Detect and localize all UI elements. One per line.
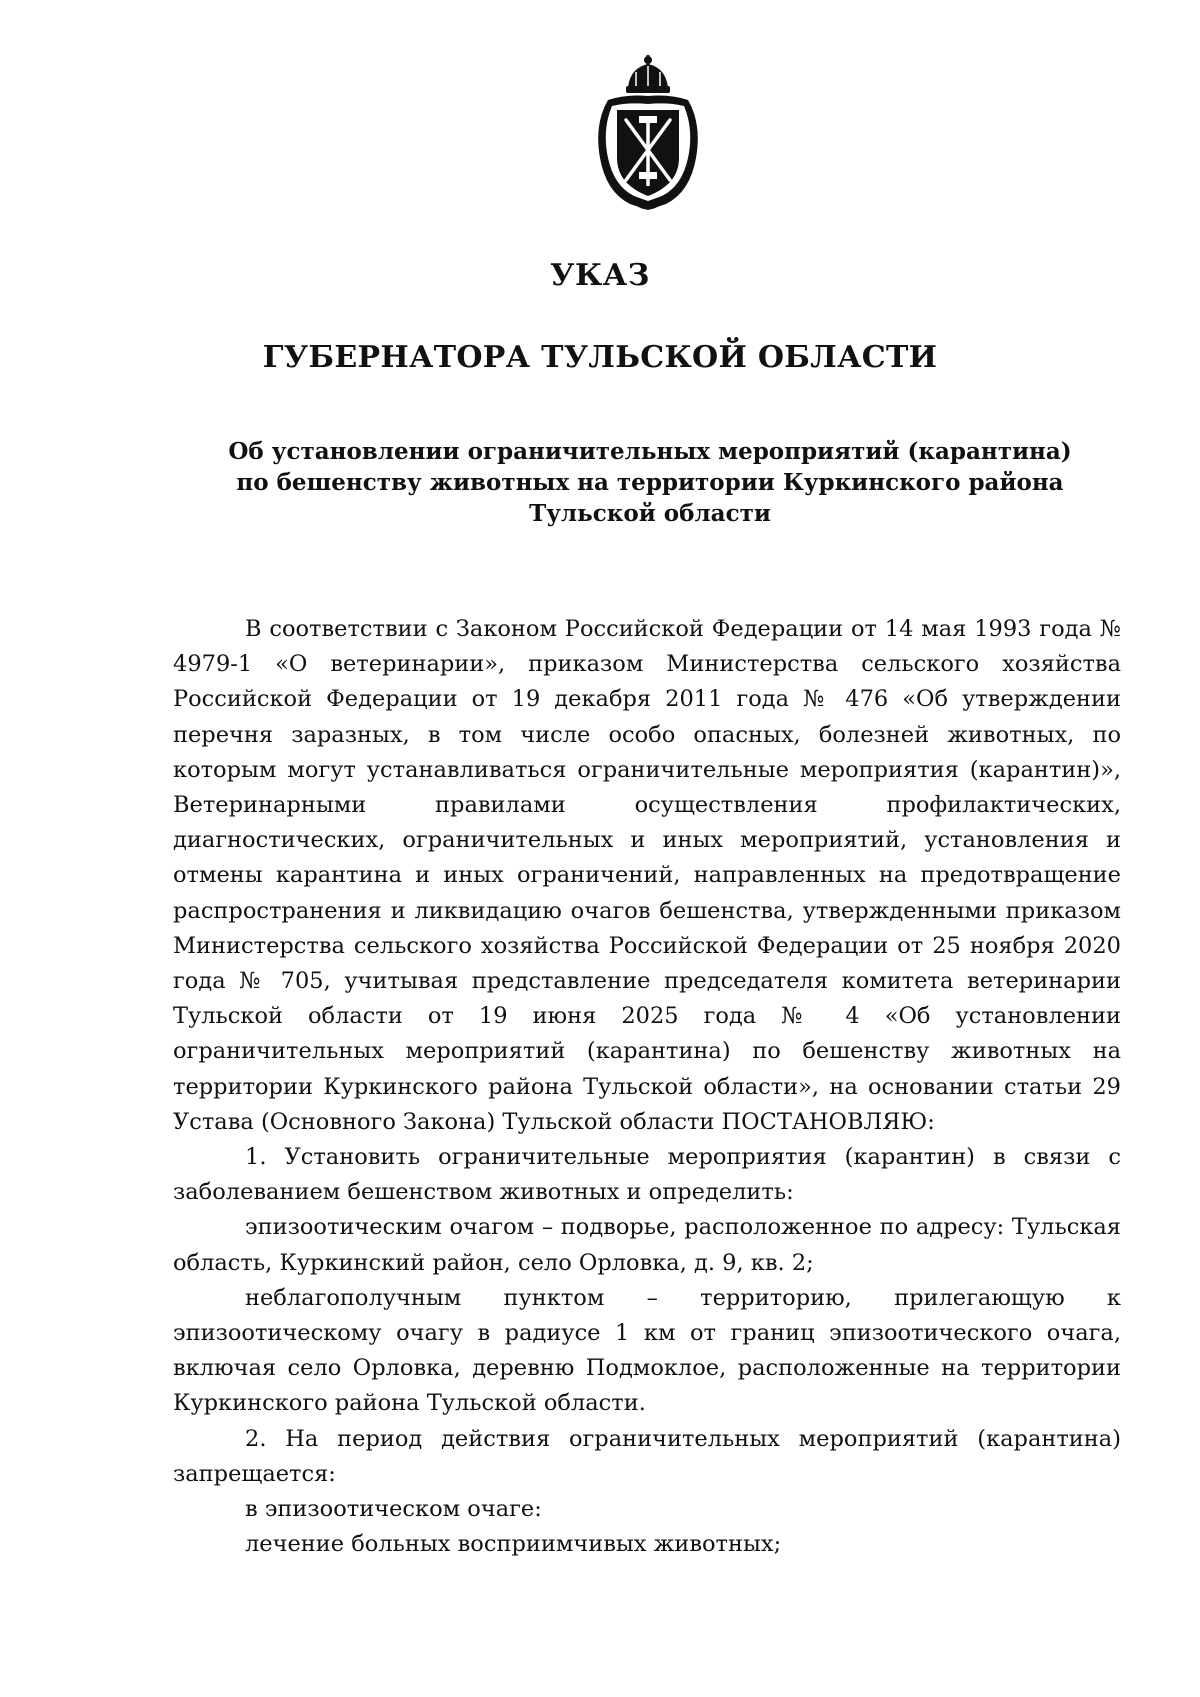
document-title — [200, 436, 1100, 529]
list-item-paragraph: лечение больных восприимчивых животных; — [245, 1531, 782, 1558]
document-title-line: по бешенству животных на территории Куркинского района — [236, 469, 1064, 496]
clause-2-paragraph: 2. На период действия ограничительных мероприятий (карантина) запрещается: — [173, 1425, 1121, 1487]
document-author: ГУБЕРНАТОРА ТУЛЬСКОЙ ОБЛАСТИ — [262, 340, 938, 375]
document-title-line: Тульской области — [529, 500, 771, 527]
coat-of-arms-icon — [590, 54, 706, 214]
unfavorable-point-paragraph: неблагополучным пунктом – территорию, прилегающую к эпизоотическому очагу в радиусе 1 км от границ эпизоотического очага, включая село Орловка, деревню Подмоклое, расположенные на территории Куркинского района Тульской области. — [173, 1284, 1121, 1417]
preamble-paragraph: В соответствии с Законом Российской Федерации от 14 мая 1993 года № 4979-1 «О ветеринарии», приказом Министерства сельского хозяйства Российской Федерации от 19 декабря 2011 года № 476 «Об утверждении перечня заразных, в том числе особо опасных, болезней животных, по которым могут устанавливаться ограничительные мероприятия (карантин)», Ветеринарными правилами осуществления профилактических, диагностических, ограничительных и иных мероприятий, установления и отмены карантина и иных ограничений, направленных на предотвращение распространения и ликвидацию очагов бешенства, утвержденными приказом Министерства сельского хозяйства Российской Федерации от 25 ноября 2020 года № 705, учитывая представление председателя комитета ветеринарии Тульской области от 19 июня 2025 года № 4 «Об установлении ограничительных мероприятий (карантина) по бешенству животных на территории Куркинского района Тульской области», на основании статьи 29 Устава (Основного Закона) Тульской области ПОСТАНОВЛЯЮ: — [173, 616, 1121, 1135]
document-body — [173, 612, 1121, 1562]
epizootic-focus-paragraph: эпизоотическим очагом – подворье, расположенное по адресу: Тульская область, Куркинский район, село Орловка, д. 9, кв. 2; — [173, 1214, 1121, 1276]
document-title-line: Об установлении ограничительных мероприятий (карантина) — [228, 438, 1072, 465]
list-intro-paragraph: в эпизоотическом очаге: — [245, 1496, 542, 1523]
coat-of-arms-graphic — [590, 54, 706, 214]
document-type: УКАЗ — [550, 258, 650, 293]
clause-1-paragraph: 1. Установить ограничительные мероприятия (карантин) в связи с заболеванием бешенством животных и определить: — [173, 1144, 1121, 1206]
